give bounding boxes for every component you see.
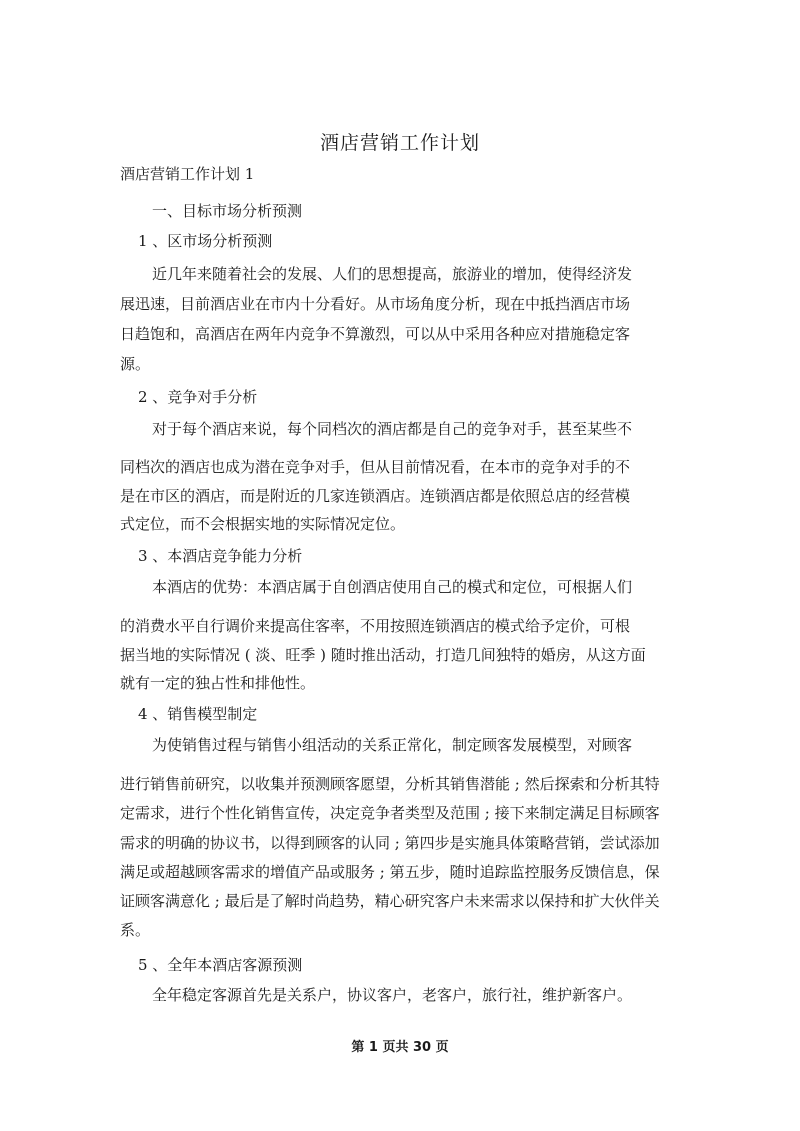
paragraph-line: 的消费水平自行调价来提高住客率，不用按照连锁酒店的模式给予定价，可根 [120,617,631,635]
paragraph-line: 展迅速，目前酒店业在市内十分看好。从市场角度分析，现在中抵挡酒店市场 [120,295,631,313]
paragraph-line: 同档次的酒店也成为潜在竞争对手，但从目前情况看，在本市的竞争对手的不 [120,458,631,476]
section-heading-1: 一、目标市场分析预测 [152,202,303,220]
paragraph-line: 定需求，进行个性化销售宣传，决定竞争者类型及范围 ; 接下来制定满足目标顾客 [120,804,660,822]
paragraph-line: 源。 [120,355,151,373]
subsection-heading-4: 4 、销售模型制定 [138,705,258,723]
paragraph-line: 就有一定的独占性和排他性。 [120,674,316,692]
paragraph-line: 需求的明确的协议书，以得到顾客的认同 ; 第四步是实施具体策略营销，尝试添加 [120,834,660,852]
paragraph-line: 日趋饱和，高酒店在两年内竞争不算激烈，可以从中采用各种应对措施稳定客 [120,325,631,343]
paragraph-line: 满足或超越顾客需求的增值产品或服务 ; 第五步，随时追踪监控服务反馈信息，保 [120,863,660,881]
subsection-heading-5: 5 、全年本酒店客源预测 [138,956,303,974]
page-footer: 第 1 页共 30 页 [351,1040,449,1055]
paragraph-line: 为使销售过程与销售小组活动的关系正常化，制定顾客发展模型，对顾客 [152,736,633,754]
document-title: 酒店营销工作计划 [319,132,480,154]
paragraph-line: 本酒店的优势：本酒店属于自创酒店使用自己的模式和定位，可根据人们 [152,578,633,596]
paragraph-line: 近几年来随着社会的发展、人们的思想提高，旅游业的增加，使得经济发 [152,265,633,283]
paragraph-line: 式定位，而不会根据实地的实际情况定位。 [120,515,406,533]
paragraph-line: 是在市区的酒店，而是附近的几家连锁酒店。连锁酒店都是依照总店的经营模 [120,487,631,505]
document-subtitle: 酒店营销工作计划 1 [120,165,255,183]
paragraph-line: 证顾客满意化 ; 最后是了解时尚趋势，精心研究客户未来需求以保持和扩大伙伴关 [120,892,660,910]
subsection-heading-2: 2 、竞争对手分析 [138,388,258,406]
paragraph-line: 全年稳定客源首先是关系户，协议客户，老客户，旅行社，维护新客户。 [152,986,633,1004]
subsection-heading-3: 3 、本酒店竞争能力分析 [138,547,303,565]
paragraph-line: 进行销售前研究，以收集并预测顾客愿望，分析其销售潜能 ; 然后探索和分析其特 [120,775,660,793]
paragraph-line: 系。 [120,921,151,939]
paragraph-line: 对于每个酒店来说，每个同档次的酒店都是自己的竞争对手，甚至某些不 [152,420,633,438]
subsection-heading-1: 1 、区市场分析预测 [138,232,273,250]
paragraph-line: 据当地的实际情况 ( 淡、旺季 ) 随时推出活动，打造几间独特的婚房，从这方面 [120,646,646,664]
